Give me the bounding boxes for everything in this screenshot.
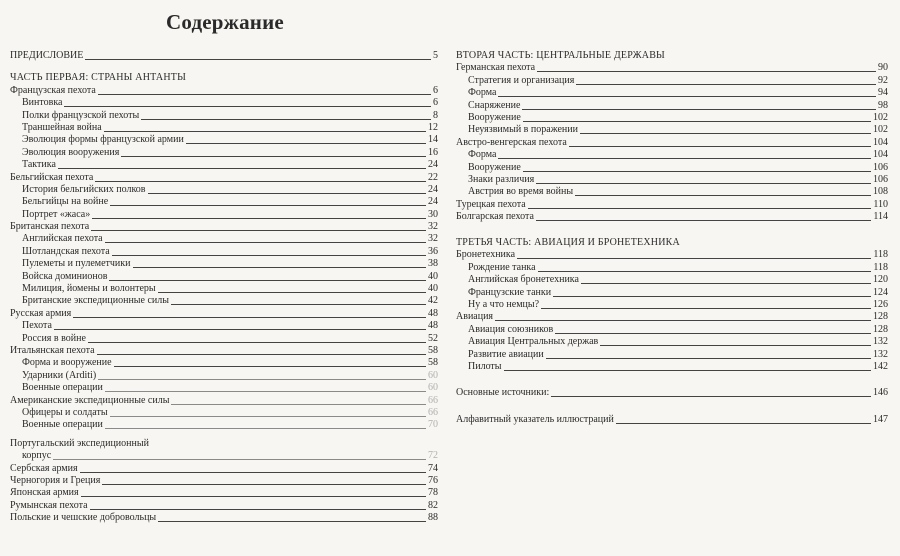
toc-entry-page: 147 — [873, 413, 888, 425]
toc-entry-page: 70 — [428, 419, 438, 431]
toc-entry-label: Траншейная война — [22, 121, 102, 133]
toc-entry-preface — [10, 50, 438, 62]
dot-leader — [104, 131, 426, 132]
toc-entry-label: Милиция, йомены и волонтеры — [22, 283, 156, 295]
toc-entry-page: 132 — [873, 348, 888, 360]
toc-entry-label: Бельгийская пехота — [10, 171, 94, 183]
toc-entry-label: Болгарская пехота — [456, 211, 534, 223]
dot-leader — [498, 158, 871, 159]
dot-leader — [54, 329, 426, 330]
dot-leader — [504, 370, 871, 371]
toc-subentry — [10, 382, 438, 394]
dot-leader — [148, 193, 426, 194]
dot-leader — [105, 242, 426, 243]
toc-entry-label: Польские и чешские добровольцы — [10, 512, 157, 524]
toc-entry-page: 58 — [428, 344, 438, 356]
toc-entry-page: 104 — [873, 136, 888, 148]
dot-leader — [121, 156, 426, 157]
toc-subentry — [10, 407, 438, 419]
toc-entry — [456, 136, 888, 148]
toc-entry — [456, 62, 888, 74]
toc-entry-label: Винтовка — [22, 97, 63, 109]
toc-subentry — [10, 295, 438, 307]
toc-entry-page: 102 — [873, 124, 888, 136]
toc-entry-label: Американские экспедиционные силы — [10, 394, 170, 406]
toc-entry-label: Португальский экспедиционный — [10, 437, 149, 449]
dot-leader — [53, 459, 426, 460]
toc-entry-label: Английская пехота — [22, 233, 103, 245]
toc-entry-page: 40 — [428, 270, 438, 282]
toc-entry-label: Турецкая пехота — [456, 198, 526, 210]
toc-entry-label: Британские экспедиционные силы — [22, 295, 169, 307]
dot-leader — [105, 391, 426, 392]
toc-entry-page: 66 — [428, 394, 438, 406]
toc-entry-label: Бельгийцы на войне — [22, 196, 109, 208]
toc-entry-page: 66 — [428, 406, 438, 418]
toc-entry-page: 92 — [878, 74, 888, 86]
toc-entry — [10, 512, 438, 524]
toc-entry-page: 124 — [873, 286, 888, 298]
toc-entry-label: Рождение танка — [468, 261, 536, 273]
dot-leader — [495, 320, 871, 321]
toc-subentry — [456, 323, 888, 335]
toc-entry-label: Английская бронетехника — [468, 274, 579, 286]
toc-subentry — [10, 245, 438, 257]
toc-entry-page: 94 — [878, 87, 888, 99]
toc-entry-page: 40 — [428, 283, 438, 295]
toc-subentry — [456, 299, 888, 311]
dot-leader — [80, 472, 426, 473]
toc-subentry — [456, 161, 888, 173]
dot-leader — [581, 283, 871, 284]
toc-entry-label: Стратегия и организация — [468, 74, 575, 86]
toc-entry-page: 128 — [873, 323, 888, 335]
toc-subentry — [10, 369, 438, 381]
part-one-heading: ЧАСТЬ ПЕРВАЯ: СТРАНЫ АНТАНТЫ — [10, 72, 186, 84]
toc-entry-portugal-line2 — [10, 450, 438, 462]
toc-entry — [10, 475, 438, 487]
toc-subentry — [10, 283, 438, 295]
toc-entry-page: 24 — [428, 183, 438, 195]
part-three-heading: ТРЕТЬЯ ЧАСТЬ: АВИАЦИЯ И БРОНЕТЕХНИКА — [456, 237, 680, 249]
dot-leader — [569, 146, 871, 147]
dot-leader — [109, 280, 426, 281]
dot-leader — [85, 59, 431, 60]
dot-leader — [158, 521, 426, 522]
toc-entry-page: 52 — [428, 332, 438, 344]
toc-entry-page: 108 — [873, 186, 888, 198]
toc-entry-label: Русская армия — [10, 307, 72, 319]
toc-entry-page: 6 — [433, 84, 438, 96]
dot-leader — [553, 296, 871, 297]
toc-entry — [10, 84, 438, 96]
toc-entry-page: 32 — [428, 233, 438, 245]
toc-entry-portugal-line1 — [10, 437, 438, 449]
toc-entry-page: 76 — [428, 474, 438, 486]
toc-entry-page: 24 — [428, 196, 438, 208]
toc-entry — [10, 487, 438, 499]
toc-entry — [10, 499, 438, 511]
toc-entry-label: Неуязвимый в поражении — [468, 124, 578, 136]
dot-leader — [90, 509, 426, 510]
toc-entry — [456, 249, 888, 261]
toc-subentry — [456, 74, 888, 86]
toc-entry-label: Французская пехота — [10, 84, 96, 96]
toc-subentry — [10, 184, 438, 196]
toc-entry-page: 38 — [428, 258, 438, 270]
toc-entry-label: Офицеры и солдаты — [22, 406, 108, 418]
dot-leader — [171, 304, 426, 305]
toc-subentry — [456, 99, 888, 111]
toc-entry — [10, 394, 438, 406]
dot-leader — [112, 255, 426, 256]
dot-leader — [105, 428, 426, 429]
toc-entry-label: Черногория и Греция — [10, 474, 101, 486]
dot-leader — [536, 220, 871, 221]
toc-entry-page: 36 — [428, 245, 438, 257]
dot-leader — [523, 171, 871, 172]
toc-entry-page: 90 — [878, 62, 888, 74]
dot-leader — [110, 205, 426, 206]
toc-entry — [10, 345, 438, 357]
toc-entry-page: 48 — [428, 307, 438, 319]
toc-entry-page: 110 — [873, 198, 888, 210]
toc-entry-page: 102 — [873, 111, 888, 123]
toc-entry-page: 32 — [428, 221, 438, 233]
toc-entry-label: Пилоты — [468, 360, 502, 372]
toc-entry-page: 78 — [428, 487, 438, 499]
part-two-entries — [456, 62, 888, 223]
toc-entry-page: 128 — [873, 311, 888, 323]
toc-entry-page: 30 — [428, 208, 438, 220]
toc-subentry — [456, 186, 888, 198]
dot-leader — [523, 121, 871, 122]
toc-entry-page: 106 — [873, 161, 888, 173]
toc-entry — [456, 211, 888, 223]
toc-entry-page: 82 — [428, 499, 438, 511]
toc-entry — [10, 221, 438, 233]
toc-entry-label: Вооружение — [468, 111, 521, 123]
toc-entry-page: 60 — [428, 369, 438, 381]
toc-subentry — [10, 258, 438, 270]
toc-entry-page: 8 — [433, 109, 438, 121]
toc-entry-label: Румынская пехота — [10, 499, 88, 511]
toc-subentry — [10, 146, 438, 158]
toc-entry-page: 114 — [873, 211, 888, 223]
toc-entry-label: Портрет «жаса» — [22, 208, 91, 220]
toc-entry-label: корпус — [22, 450, 52, 462]
toc-entry-page: 142 — [873, 360, 888, 372]
toc-entry-label: Австро-венгерская пехота — [456, 136, 567, 148]
toc-entry-page: 104 — [873, 149, 888, 161]
dot-leader — [600, 345, 871, 346]
toc-entry-label: Авиация — [456, 311, 494, 323]
toc-entry-label: Сербская армия — [10, 462, 78, 474]
toc-entry-label: Германская пехота — [456, 62, 536, 74]
toc-entry-page: 120 — [873, 274, 888, 286]
toc-entry-label: Японская армия — [10, 487, 79, 499]
toc-entry-page: 118 — [873, 249, 888, 261]
toc-entry-label: Эволюция формы французской армии — [22, 134, 184, 146]
dot-leader — [528, 208, 872, 209]
toc-subentry — [10, 270, 438, 282]
toc-entry-label: История бельгийских полков — [22, 183, 146, 195]
part-three-entries — [456, 249, 888, 373]
dot-leader — [102, 484, 426, 485]
toc-entry-label: ПРЕДИСЛОВИЕ — [10, 50, 84, 62]
toc-subentry — [456, 348, 888, 360]
toc-left-column — [10, 50, 438, 524]
toc-entry-sources — [456, 387, 888, 399]
toc-entry-page: 106 — [873, 173, 888, 185]
toc-entry-page: 48 — [428, 320, 438, 332]
toc-subentry — [456, 87, 888, 99]
toc-subentry — [10, 332, 438, 344]
toc-entry-page: 42 — [428, 295, 438, 307]
part-one-tail-entries — [10, 462, 438, 524]
toc-subentry — [10, 159, 438, 171]
toc-entry — [10, 462, 438, 474]
toc-entry-label: Ну а что немцы? — [468, 299, 540, 311]
toc-subentry — [456, 274, 888, 286]
dot-leader — [522, 109, 876, 110]
toc-entry-page: 5 — [433, 50, 438, 62]
toc-entry-label: Алфавитный указатель иллюстраций — [456, 413, 614, 425]
dot-leader — [91, 230, 426, 231]
toc-subentry — [10, 122, 438, 134]
toc-entry-page: 72 — [428, 450, 438, 462]
toc-subentry — [456, 361, 888, 373]
toc-entry-page: 16 — [428, 146, 438, 158]
toc-entry-label: Шотландская пехота — [22, 245, 110, 257]
dot-leader — [541, 308, 871, 309]
dot-leader — [64, 106, 431, 107]
dot-leader — [95, 181, 426, 182]
toc-subentry — [456, 124, 888, 136]
toc-entry-page: 14 — [428, 134, 438, 146]
toc-entry — [10, 171, 438, 183]
toc-entry-label: Полки французской пехоты — [22, 109, 140, 121]
dot-leader — [616, 423, 871, 424]
toc-subentry — [10, 109, 438, 121]
dot-leader — [517, 258, 871, 259]
toc-subentry — [456, 112, 888, 124]
toc-entry-label: Ударники (Arditi) — [22, 369, 97, 381]
toc-subentry — [10, 134, 438, 146]
toc-entry-label: Знаки различия — [468, 173, 535, 185]
dot-leader — [171, 404, 426, 405]
toc-entry-label: Итальянская пехота — [10, 344, 95, 356]
toc-entry-label: Французские танки — [468, 286, 552, 298]
toc-entry-label: Основные источники: — [456, 387, 550, 399]
dot-leader — [73, 317, 426, 318]
toc-entry-page: 60 — [428, 382, 438, 394]
toc-subentry — [10, 320, 438, 332]
dot-leader — [537, 71, 876, 72]
toc-entry-label: Австрия во время войны — [468, 186, 574, 198]
dot-leader — [575, 195, 871, 196]
toc-entry-label: Авиация союзников — [468, 323, 554, 335]
dot-leader — [538, 271, 872, 272]
dot-leader — [110, 416, 426, 417]
dot-leader — [580, 133, 871, 134]
toc-entry-label: Снаряжение — [468, 99, 521, 111]
toc-subentry — [10, 97, 438, 109]
toc-entry-label: Эволюция вооружения — [22, 146, 120, 158]
toc-subentry — [456, 336, 888, 348]
dot-leader — [58, 168, 426, 169]
toc-subentry — [10, 357, 438, 369]
toc-entry-page: 6 — [433, 97, 438, 109]
toc-entry-page: 24 — [428, 159, 438, 171]
toc-subentry — [10, 196, 438, 208]
toc-entry-page: 12 — [428, 121, 438, 133]
dot-leader — [546, 358, 871, 359]
toc-subentry — [456, 149, 888, 161]
toc-entry-label: Форма — [468, 87, 497, 99]
toc-entry — [456, 311, 888, 323]
toc-entry-page: 146 — [873, 387, 888, 399]
dot-leader — [98, 379, 426, 380]
toc-entry-page: 132 — [873, 336, 888, 348]
toc-subentry — [10, 419, 438, 431]
toc-entry-label: Пулеметы и пулеметчики — [22, 258, 131, 270]
toc-subentry — [456, 261, 888, 273]
dot-leader — [97, 354, 426, 355]
toc-subentry — [10, 208, 438, 220]
dot-leader — [158, 292, 426, 293]
toc-entry-label: Вооружение — [468, 161, 521, 173]
dot-leader — [81, 496, 426, 497]
dot-leader — [498, 96, 876, 97]
toc-entry-page: 126 — [873, 299, 888, 311]
dot-leader — [551, 396, 871, 397]
toc-entry — [10, 307, 438, 319]
toc-entry-page: 22 — [428, 171, 438, 183]
toc-subentry — [456, 286, 888, 298]
toc-entry-label: Войска доминионов — [22, 270, 108, 282]
part-one-entries — [10, 84, 438, 431]
toc-entry-label: Пехота — [22, 320, 52, 332]
toc-entry-label: Тактика — [22, 159, 56, 171]
toc-entry-page: 74 — [428, 462, 438, 474]
dot-leader — [98, 94, 431, 95]
toc-entry-label: Военные операции — [22, 382, 103, 394]
toc-entry-label: Форма и вооружение — [22, 357, 112, 369]
toc-entry-page: 98 — [878, 99, 888, 111]
toc-entry-page: 118 — [873, 261, 888, 273]
dot-leader — [576, 84, 876, 85]
toc-entry-label: Развитие авиации — [468, 348, 544, 360]
dot-leader — [555, 333, 871, 334]
dot-leader — [133, 267, 427, 268]
toc-entry-label: Авиация Центральных держав — [468, 336, 599, 348]
toc-subentry — [456, 174, 888, 186]
toc-entry-label: Россия в войне — [22, 332, 86, 344]
dot-leader — [92, 218, 426, 219]
toc-entry-illustration-index — [456, 413, 888, 425]
toc-subentry — [10, 233, 438, 245]
toc-entry-label: Бронетехника — [456, 249, 516, 261]
toc-right-column — [456, 50, 888, 426]
dot-leader — [141, 119, 431, 120]
part-two-heading: ВТОРАЯ ЧАСТЬ: ЦЕНТРАЛЬНЫЕ ДЕРЖАВЫ — [456, 50, 665, 61]
dot-leader — [88, 342, 426, 343]
toc-entry-label: Военные операции — [22, 419, 103, 431]
toc-entry-page: 88 — [428, 512, 438, 524]
toc-entry — [456, 198, 888, 210]
dot-leader — [186, 143, 426, 144]
toc-entry-page: 58 — [428, 357, 438, 369]
toc-entry-label: Британская пехота — [10, 221, 90, 233]
page-title: Содержание — [166, 10, 284, 34]
toc-entry-label: Форма — [468, 149, 497, 161]
dot-leader — [536, 183, 871, 184]
dot-leader — [114, 366, 426, 367]
